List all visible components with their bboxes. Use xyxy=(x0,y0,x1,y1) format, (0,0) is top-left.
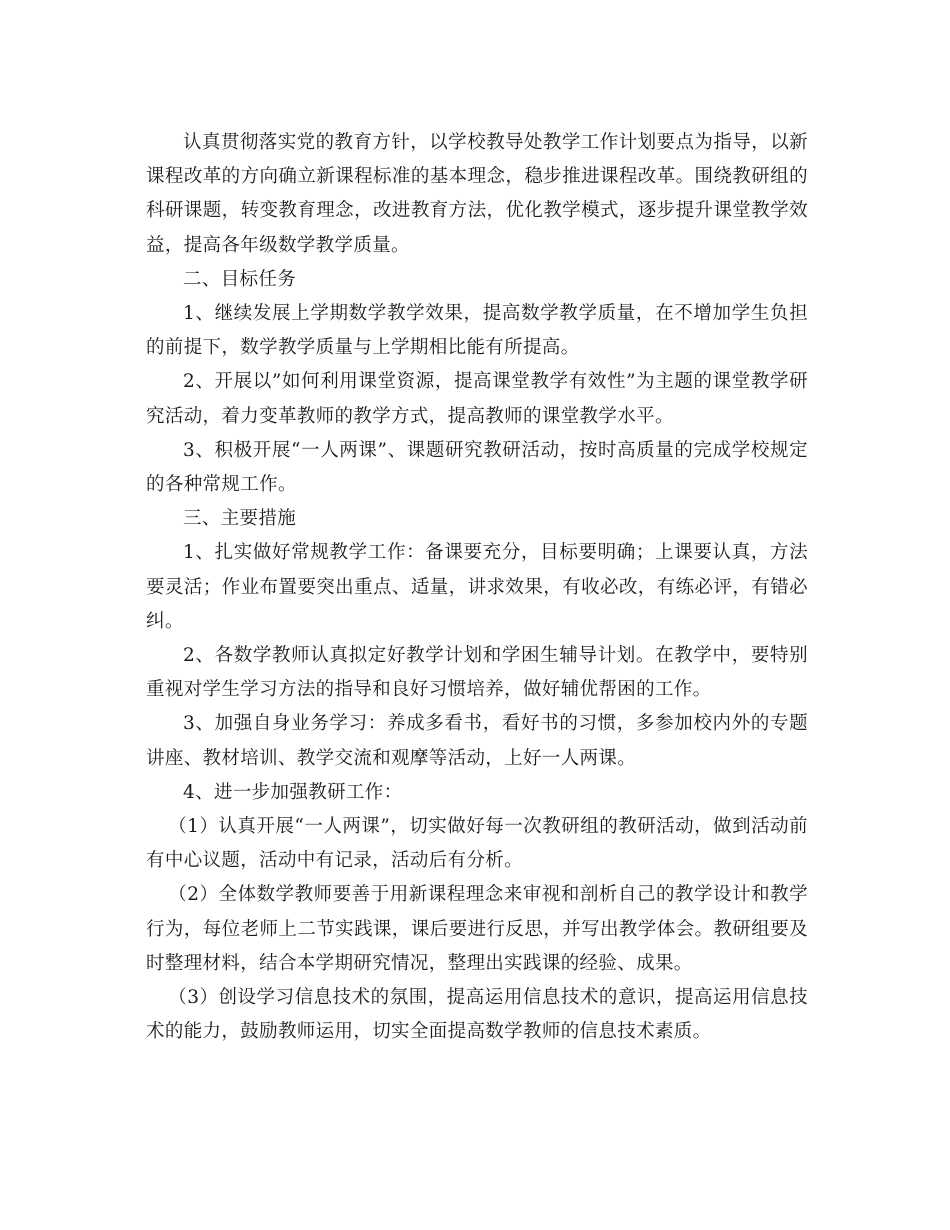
paragraph-goal-1: 1、继续发展上学期数学教学效果，提高数学教学质量，在不增加学生负担的前提下，数学教学质量与上学期相比能有所提高。 xyxy=(146,303,808,359)
paragraph-measure-2: 2、各数学教师认真拟定好教学计划和学困生辅导计划。在教学中，要特别重视对学生学习方法的指导和良好习惯培养，做好辅优帮困的工作。 xyxy=(146,645,808,701)
paragraph-measure-1: 1、扎实做好常规教学工作：备课要充分，目标要明确；上课要认真，方法要灵活；作业布置要突出重点、适量，讲求效果，有收必改，有练必评，有错必纠。 xyxy=(146,542,808,632)
paragraph-measure-4-item-3: （3）创设学习信息技术的氛围，提高运用信息技术的意识，提高运用信息技术的能力，鼓励教师运用，切实全面提高数学教师的信息技术素质。 xyxy=(146,987,808,1043)
paragraph-goal-3: 3、积极开展“一人两课”、课题研究教研活动，按时高质量的完成学校规定的各种常规工作。 xyxy=(146,439,808,496)
paragraph-goal-2: 2、开展以”如何利用课堂资源，提高课堂教学有效性”为主题的课堂教学研究活动，着力变革教师的教学方式，提高教师的课堂教学水平。 xyxy=(146,371,808,427)
section-heading-measures: 三、主要措施 xyxy=(183,508,297,530)
section-heading-goals: 二、目标任务 xyxy=(183,268,297,290)
paragraph-measure-3: 3、加强自身业务学习：养成多看书，看好书的习惯，多参加校内外的专题讲座、教材培训、教学交流和观摩等活动，上好一人两课。 xyxy=(146,713,808,769)
paragraph-measure-4: 4、进一步加强教研工作： xyxy=(183,781,403,803)
paragraph-intro: 认真贯彻落实党的教育方针，以学校教导处教学工作计划要点为指导，以新课程改革的方向确立新课程标准的基本理念，稳步推进课程改革。围绕教研组的科研课题，转变教育理念，改进教育方法，优化教学模式，逐步提升课堂教学效益，提高各年级数学教学质量。 xyxy=(146,132,808,256)
paragraph-measure-4-item-1: （1）认真开展“一人两课”，切实做好每一次教研组的教研活动，做到活动前有中心议题，活动中有记录，活动后有分析。 xyxy=(146,816,808,872)
document-body xyxy=(146,126,808,1049)
paragraph-measure-4-item-2: （2）全体数学教师要善于用新课程理念来审视和剖析自己的教学设计和教学行为，每位老师上二节实践课，课后要进行反思，并写出教学体会。教研组要及时整理材料，结合本学期研究情况，整理出实践课的经验、成果。 xyxy=(146,884,808,974)
